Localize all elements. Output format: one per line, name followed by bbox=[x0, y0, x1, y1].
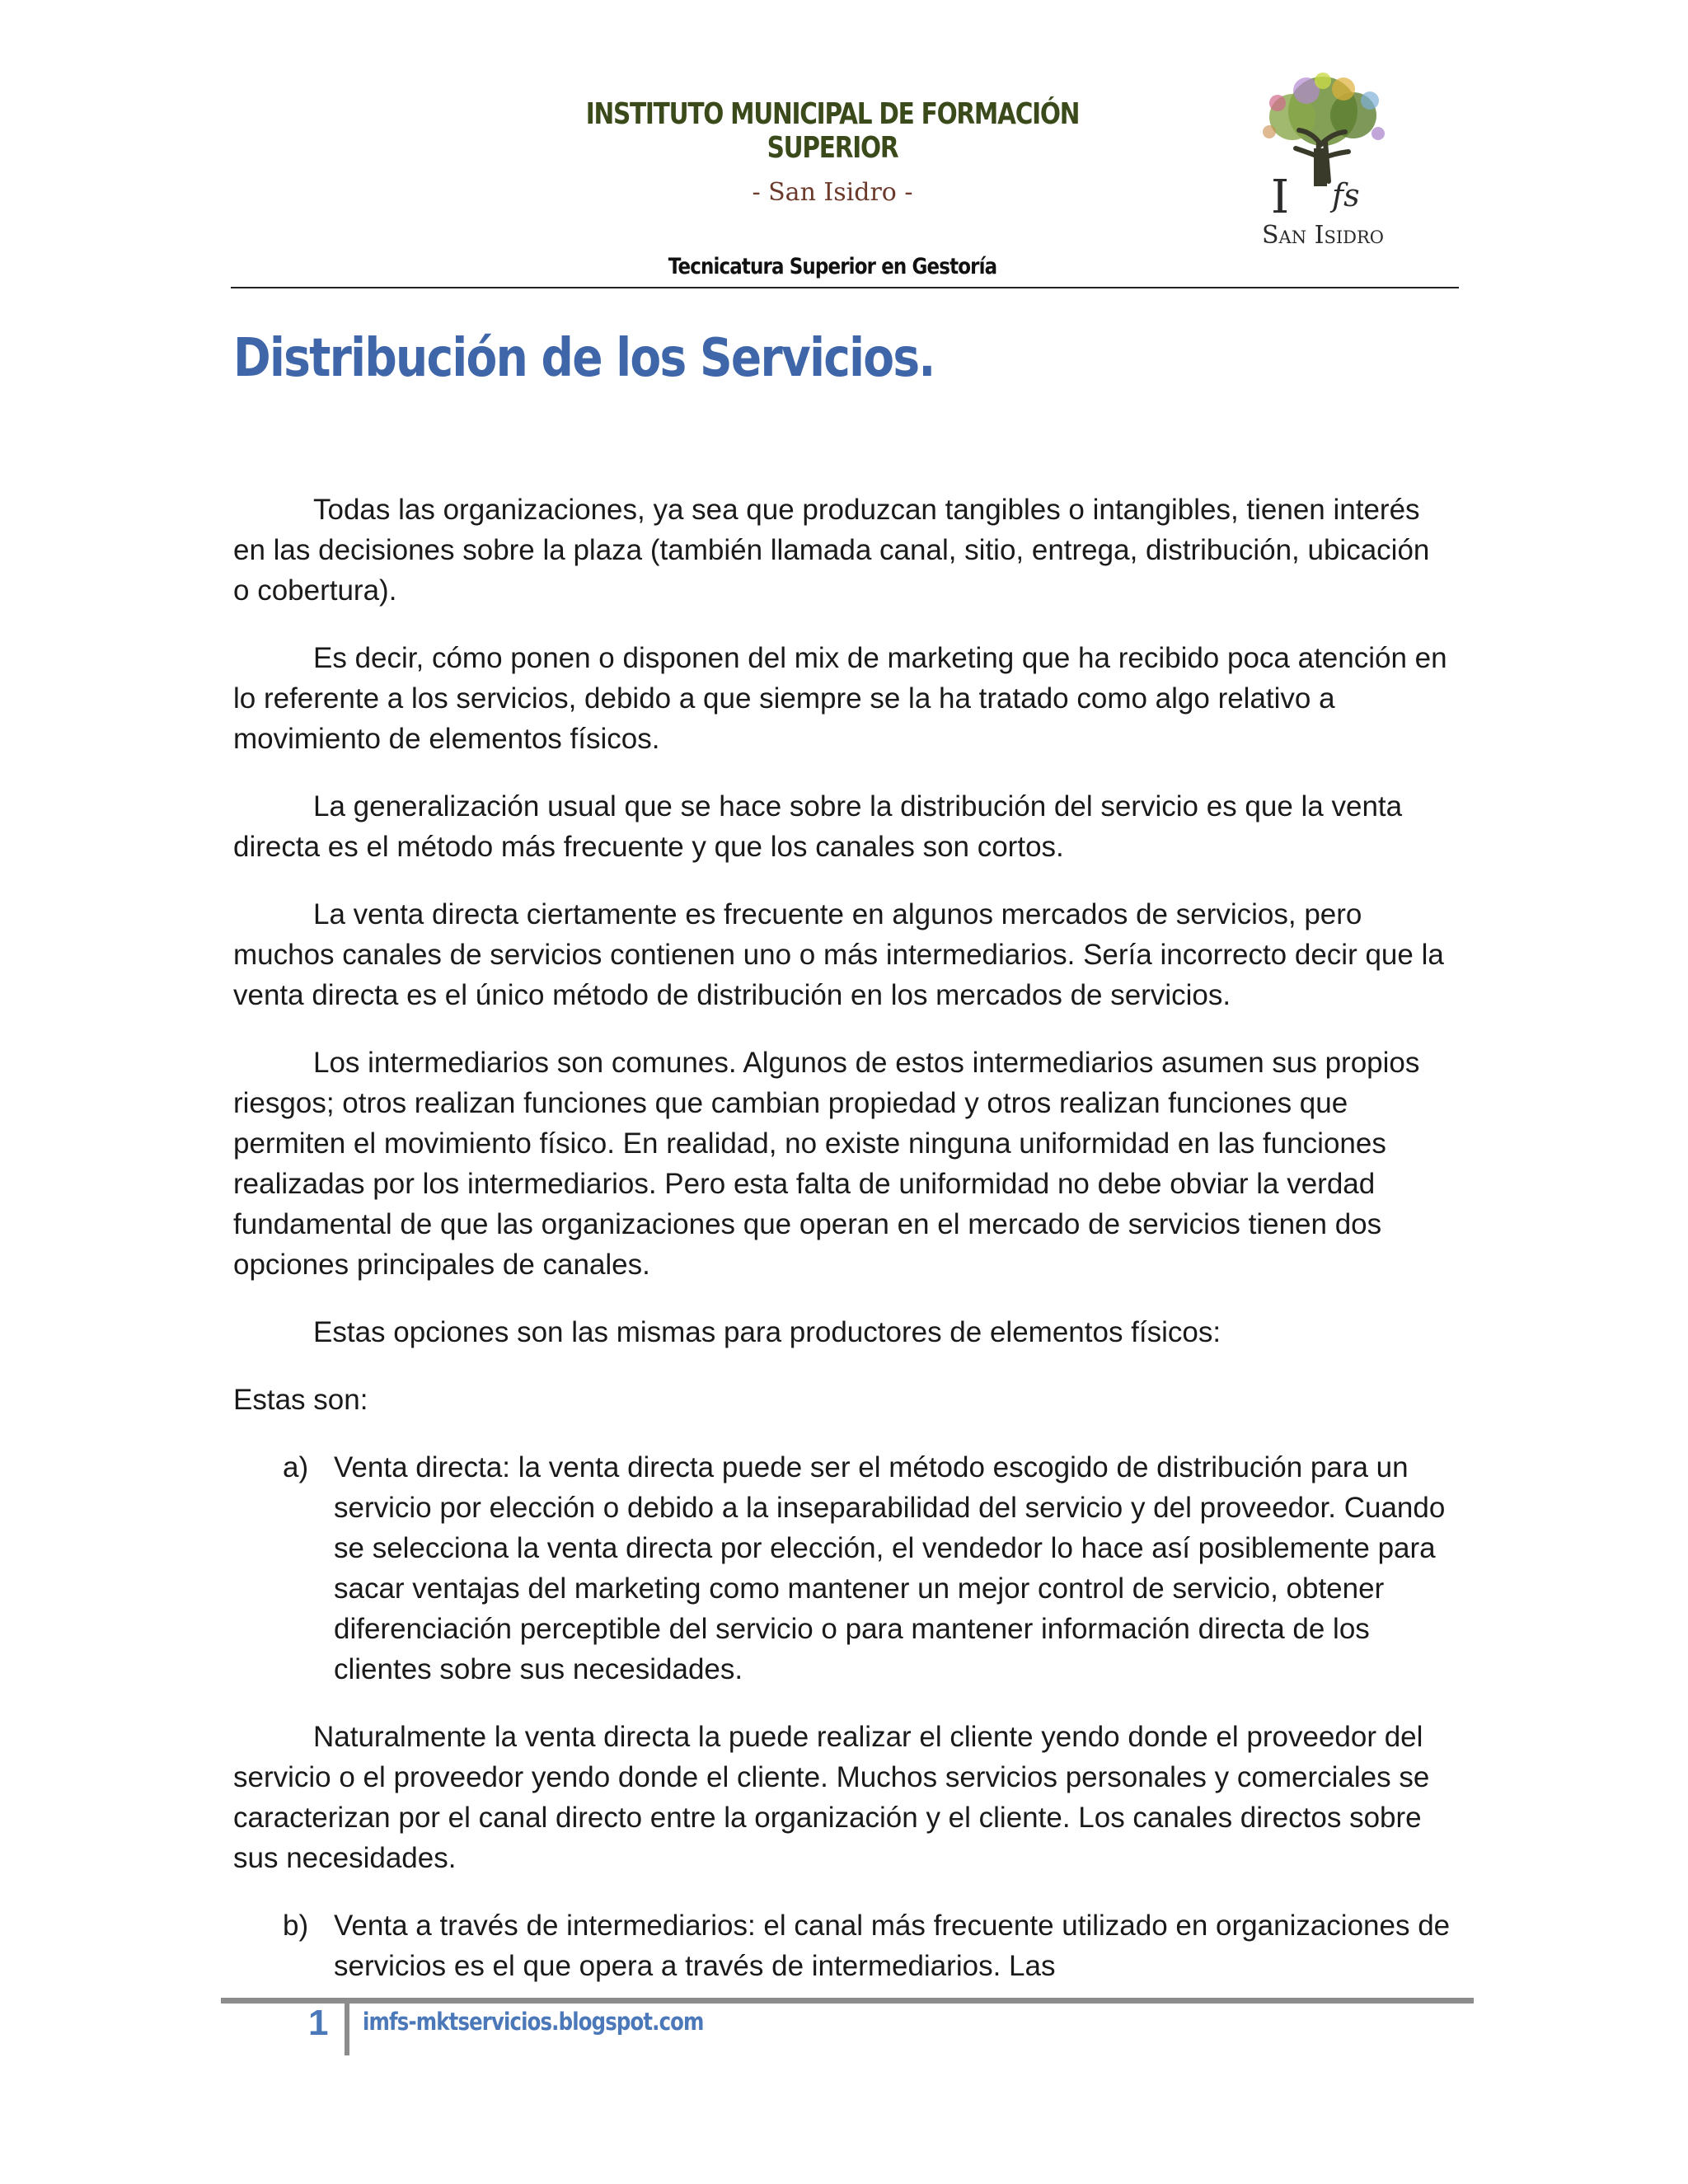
paragraph-estas-son: Estas son: bbox=[233, 1384, 368, 1416]
header-divider bbox=[231, 287, 1459, 288]
paragraph: La venta directa ciertamente es frecuente en algunos mercados de servicios, pero muchos canales de servicios contienen uno o más intermediarios. Sería incorrecto decir que la venta directa es el único método de distribución en los mercados de servicios. bbox=[233, 898, 1444, 1011]
institute-city: - San Isidro - bbox=[752, 178, 913, 207]
footer-divider bbox=[221, 1998, 1474, 2004]
list-item-b bbox=[233, 1905, 1453, 1986]
logo-caption: San Isidro bbox=[1261, 221, 1385, 250]
paragraph: Es decir, cómo ponen o disponen del mix de marketing que ha recibido poca atención en lo referente a los servicios, debido a que siempre se la ha tratado como algo relativo a movimiento de elementos físicos. bbox=[233, 642, 1447, 755]
tree-canopy bbox=[1263, 73, 1385, 146]
paragraph: Naturalmente la venta directa la puede realizar el cliente yendo donde el proveedor del servicio o el proveedor yendo donde el cliente. Muchos servicios personales y comerciales se caracterizan por el canal directo entre la organización y el cliente. Los canales directos sobre sus necesidades. bbox=[233, 1721, 1430, 1874]
logo-letters-fs: fs bbox=[1332, 177, 1360, 213]
paragraph: Todas las organizaciones, ya sea que produzcan tangibles o intangibles, tienen interés en las decisiones sobre la plaza (también llamada canal, sitio, entrega, distribución, ubicación o cobertura). bbox=[233, 494, 1430, 607]
list-marker: b) bbox=[283, 1910, 309, 1942]
institute-name: INSTITUTO MUNICIPAL DE FORMACIÓN SUPERIOR bbox=[585, 97, 1080, 165]
page-number: 1 bbox=[308, 2003, 329, 2043]
list-item-text: Venta directa: la venta directa puede ser el método escogido de distribución para un servicio por elección o debido a la inseparabilidad del servicio y del proveedor. Cuando se selecciona la venta directa por elección, el vendedor lo hace así posiblemente para sacar ventajas del marketing como mantener un mejor control de servicio, obtener diferenciación perceptible del servicio o para mantener información directa de los clientes sobre sus necesidades. bbox=[334, 1451, 1446, 1685]
list-item-text: Venta a través de intermediarios: el canal más frecuente utilizado en organizaciones de servicios es el que opera a través de intermediarios. Las bbox=[334, 1910, 1451, 1982]
document-body bbox=[233, 490, 1453, 2013]
paragraph: Los intermediarios son comunes. Algunos de estos intermediarios asumen sus propios riesgos; otros realizan funciones que cambian propiedad y otros realizan funciones que permiten el movimiento físico. En realidad, no existe ninguna uniformidad en las funciones realizadas por los intermediarios. Pero esta falta de uniformidad no debe obviar la verdad fundamental de que las organizaciones que operan en el mercado de servicios tienen dos opciones principales de canales. bbox=[233, 1047, 1420, 1281]
document-title: Distribución de los Servicios. bbox=[233, 328, 935, 389]
logo-letter-i: I bbox=[1271, 171, 1290, 224]
list-item-a bbox=[233, 1447, 1453, 1690]
paragraph: La generalización usual que se hace sobre la distribución del servicio es que la venta directa es el método más frecuente y que los canales son cortos. bbox=[233, 790, 1403, 863]
list-marker: a) bbox=[283, 1451, 309, 1483]
footer-vertical-divider bbox=[345, 2001, 349, 2055]
footer-blog-url: imfs-mktservicios.blogspot.com bbox=[363, 2008, 704, 2036]
paragraph: Estas opciones son las mismas para productores de elementos físicos: bbox=[313, 1316, 1221, 1348]
career-name: Tecnicatura Superior en Gestoría bbox=[668, 254, 997, 279]
